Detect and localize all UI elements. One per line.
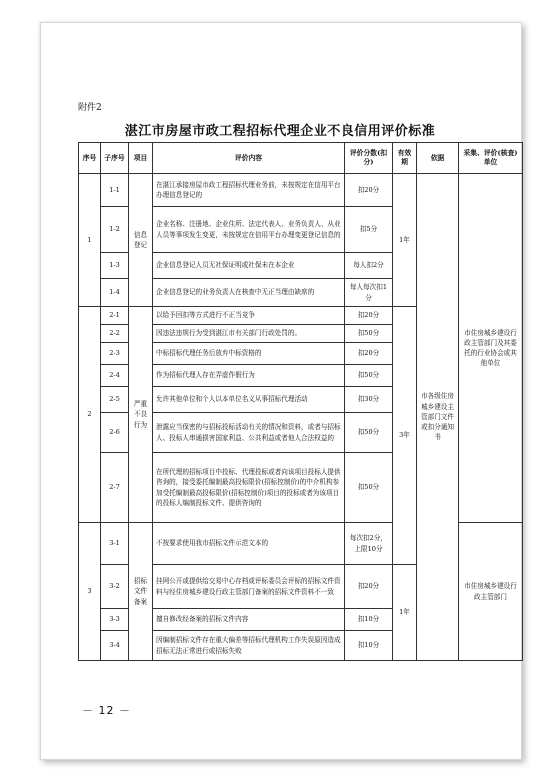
row-score: 扣20分 — [345, 343, 393, 365]
row-content: 企业名称、注册地、企业住所、法定代表人、业务负责人、从业人员等事项发生变更，未按规定在信用平台办理变更登记信息的 — [153, 207, 345, 253]
row-score: 扣50分 — [345, 325, 393, 343]
row-content: 因编制招标文件存在重大偏差等招标代理机构工作失误原因造成招标无法正常进行或招标失败 — [153, 631, 345, 661]
row-score: 扣30分 — [345, 387, 393, 413]
row-score: 每人每次扣1分 — [345, 279, 393, 307]
row-content: 因违法违规行为受到湛江市有关部门行政处罚的。 — [153, 325, 345, 343]
row-subseq: 1-4 — [101, 279, 129, 307]
row-subseq: 1-1 — [101, 174, 129, 207]
row-content: 不按要求使用我市招标文件示范文本的 — [153, 523, 345, 565]
row-content: 在湛江承接房屋市政工程招标代理业务前，未按规定在信用平台办理信息登记的 — [153, 174, 345, 207]
row-content: 中标招标代理任务后放弃中标资格的 — [153, 343, 345, 365]
row-subseq: 2-1 — [101, 307, 129, 325]
evaluation-table — [78, 142, 523, 661]
attachment-label: 附件2 — [78, 103, 102, 113]
group-validity: 1年 — [393, 565, 417, 661]
row-score: 扣50分 — [345, 413, 393, 453]
group-validity: 3年 — [393, 307, 417, 565]
row-score: 扣10分 — [345, 631, 393, 661]
row-subseq: 3-4 — [101, 631, 129, 661]
header-basis: 依据 — [417, 143, 459, 174]
row-content: 泄露应当保密的与招标投标活动有关的情况和资料，或者与招标人、投标人串通损害国家利益、公共利益或者他人合法权益的 — [153, 413, 345, 453]
table-row — [79, 174, 523, 207]
row-subseq: 1-2 — [101, 207, 129, 253]
group-seq: 1 — [79, 174, 101, 307]
group-validity: 1年 — [393, 174, 417, 307]
page-number: － 12 － — [82, 704, 131, 717]
row-content: 允许其他单位和个人以本单位名义从事招标代理活动 — [153, 387, 345, 413]
row-score: 扣20分 — [345, 565, 393, 609]
row-score: 扣50分 — [345, 453, 393, 523]
group-item: 严重不良行为 — [129, 307, 153, 523]
row-content: 擅自修改经备案的招标文件内容 — [153, 609, 345, 631]
row-subseq: 2-7 — [101, 453, 129, 523]
row-score: 每人扣2分 — [345, 253, 393, 279]
header-seq: 序号 — [79, 143, 101, 174]
row-content: 以给予回扣等方式进行不正当竞争 — [153, 307, 345, 325]
row-subseq: 3-3 — [101, 609, 129, 631]
row-score: 扣20分 — [345, 174, 393, 207]
row-subseq: 1-3 — [101, 253, 129, 279]
row-subseq: 2-6 — [101, 413, 129, 453]
row-content: 在所代理的招标项目中投标、代理投标或者向该项目投标人提供咨询的，接受委托编制最高投标限价(招标控制价)的中介机构参加受托编制最高投标限价(招标控制价)项目的投标或者为该项目的投标人编制投标文件、提供咨询的 — [153, 453, 345, 523]
row-score: 每次扣2分，上限10分 — [345, 523, 393, 565]
basis-cell: 市各级住房城乡建设主管部门文件或扣分通知书 — [417, 174, 459, 661]
header-unit: 采集、评价(核查)单位 — [459, 143, 523, 174]
row-subseq: 2-5 — [101, 387, 129, 413]
unit-cell: 市住房城乡建设行政主管部门 — [459, 523, 523, 661]
group-seq: 3 — [79, 523, 101, 661]
row-subseq: 2-3 — [101, 343, 129, 365]
row-content: 企业信息登记人员无社保证明或社保未在本企业 — [153, 253, 345, 279]
row-subseq: 2-2 — [101, 325, 129, 343]
row-score: 扣5分 — [345, 207, 393, 253]
row-score: 扣50分 — [345, 365, 393, 387]
group-item: 信息登记 — [129, 174, 153, 307]
row-subseq: 2-4 — [101, 365, 129, 387]
header-score: 评价分数(扣分) — [345, 143, 393, 174]
unit-cell: 市住房城乡建设行政主管部门及其委托的行业协会或其他单位 — [459, 174, 523, 523]
header-item: 项目 — [129, 143, 153, 174]
row-content: 挂网公开或提供给交易中心存档或评标委员会评标的招标文件资料与经住房城乡建设行政主管部门备案的招标文件资料不一致 — [153, 565, 345, 609]
header-content: 评价内容 — [153, 143, 345, 174]
row-subseq: 3-1 — [101, 523, 129, 565]
table-header-row — [79, 143, 523, 174]
row-score: 扣10分 — [345, 609, 393, 631]
group-seq: 2 — [79, 307, 101, 523]
document-title: 湛江市房屋市政工程招标代理企业不良信用评价标准 — [124, 124, 436, 139]
group-item: 招标文件备案 — [129, 523, 153, 661]
header-subseq: 子序号 — [101, 143, 129, 174]
row-subseq: 3-2 — [101, 565, 129, 609]
row-score: 扣20分 — [345, 307, 393, 325]
header-validity: 有效期 — [393, 143, 417, 174]
row-content: 企业信息登记的业务负责人在核查中无正当理由缺席的 — [153, 279, 345, 307]
row-content: 作为招标代理人存在弄虚作假行为 — [153, 365, 345, 387]
